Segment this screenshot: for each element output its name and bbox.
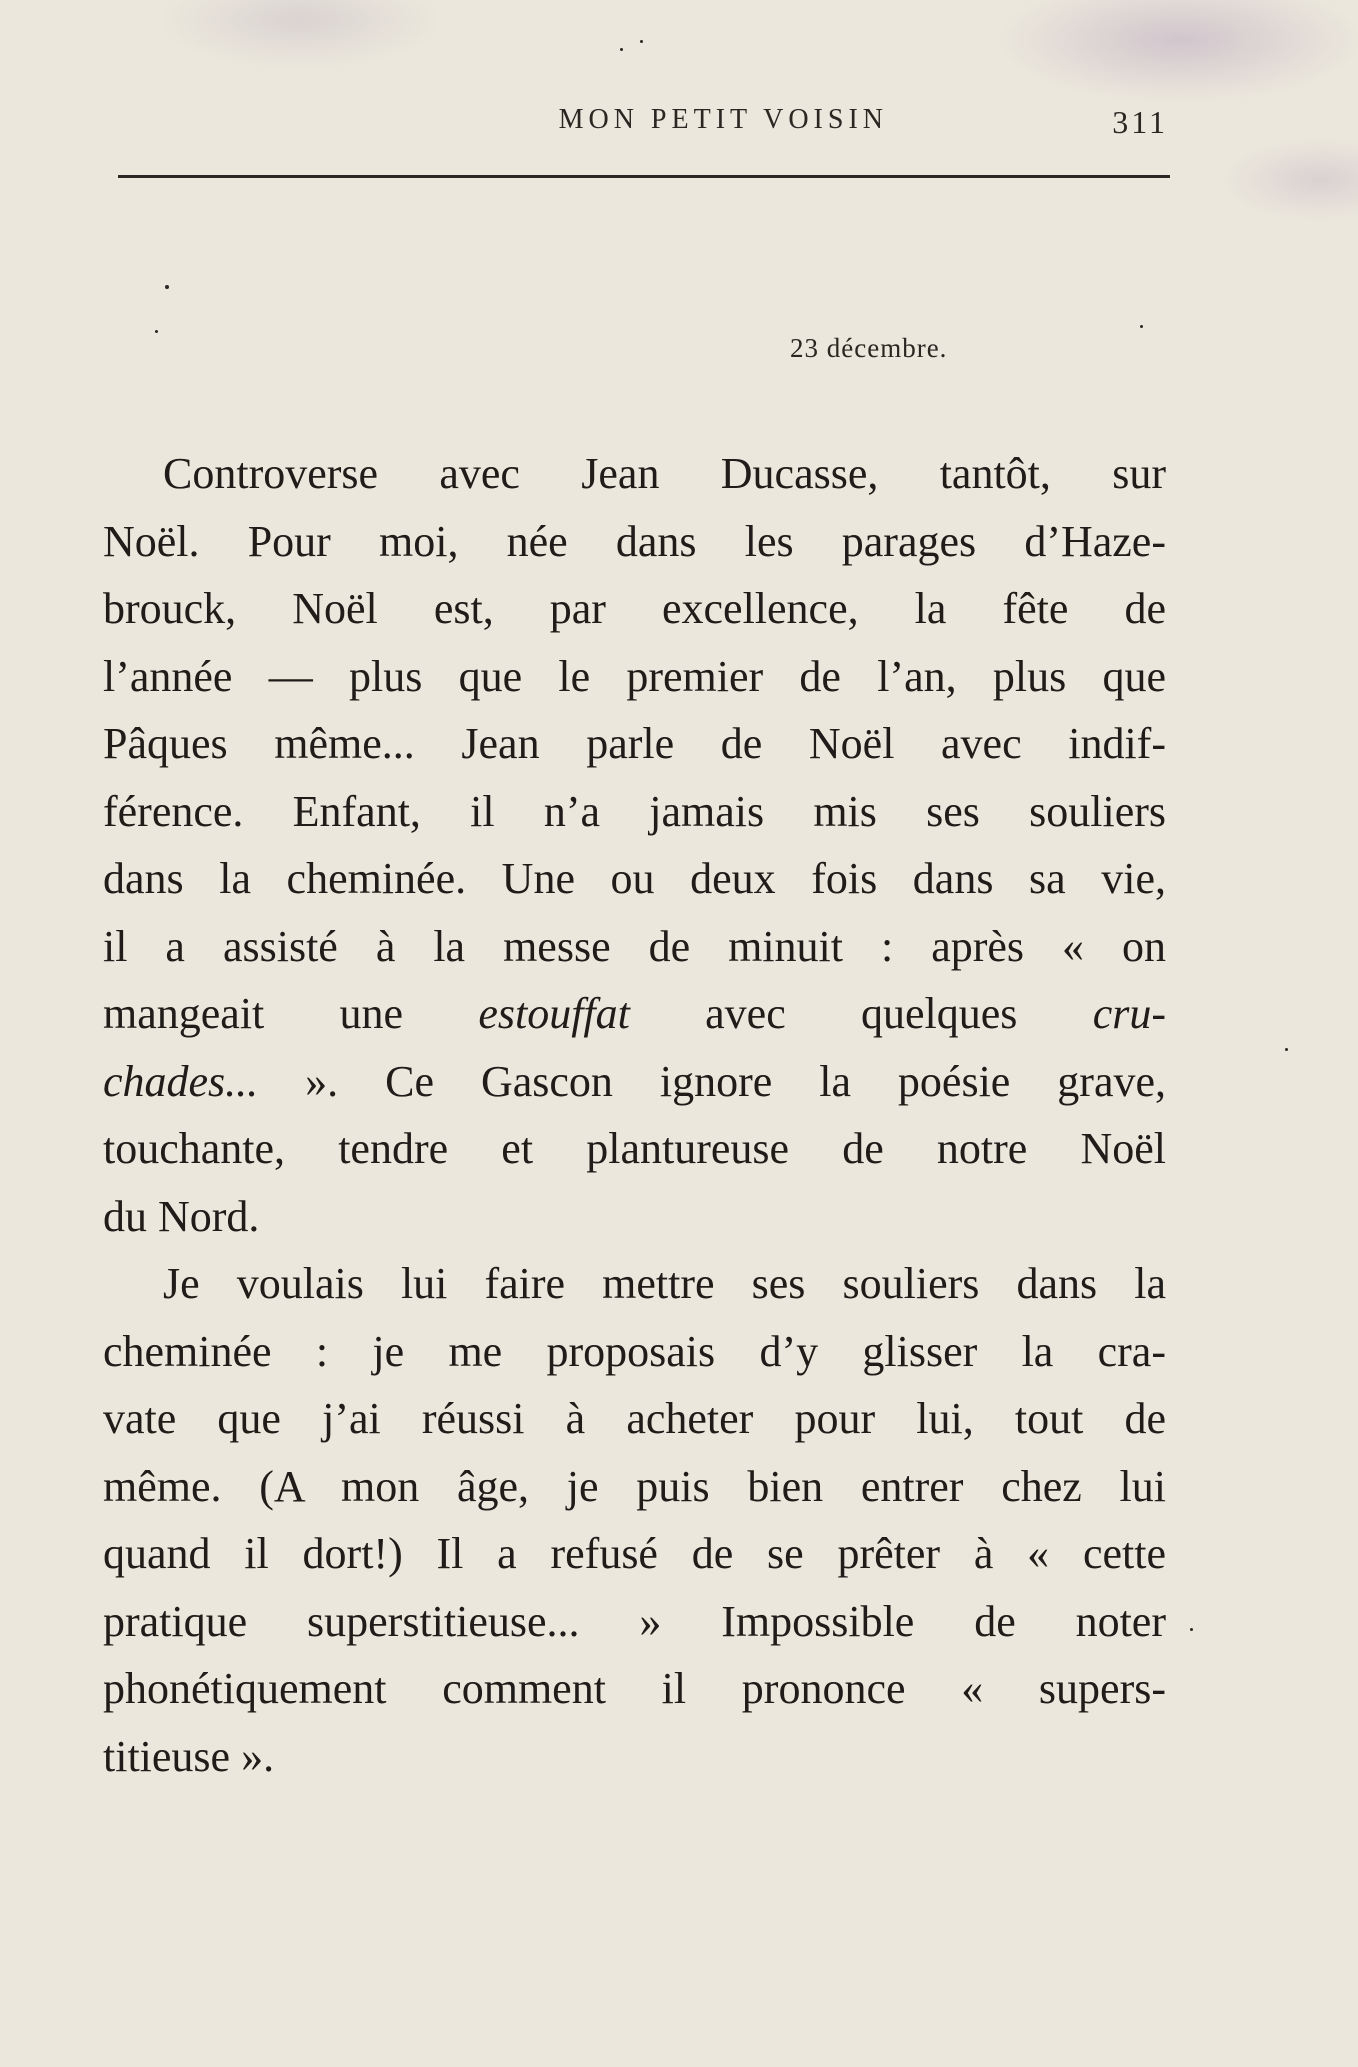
text-line: Controverse avec Jean Ducasse, tantôt, sur [163,449,1166,498]
entry-date: 23 décembre. [790,333,948,363]
text-line: dans la cheminée. Une ou deux fois dans sa vie, [103,854,1166,903]
text-line: brouck, Noël est, par excellence, la fête de [103,584,1166,633]
text-line-mixed [103,980,1166,1048]
text-line: vate que j’ai réussi à acheter pour lui, tout de [103,1394,1166,1443]
italic-word: cru- [1092,989,1166,1038]
print-speck [165,285,169,289]
text-run: ». Ce Gascon ignore la poésie grave, [305,1056,1166,1106]
text-line: phonétiquement comment il prononce « supers- [103,1664,1166,1713]
page-number: 311 [1112,104,1168,140]
text-line: il a assisté à la messe de minuit : après « on [103,921,1166,971]
text-line-mixed [103,1048,1166,1116]
text-line: l’année — plus que le premier de l’an, plus que [103,651,1166,701]
text-run: avec quelques [705,989,1018,1038]
text-line: titieuse ». [103,1731,275,1781]
text-line: du Nord. [103,1191,260,1241]
text-line: Je voulais lui faire mettre ses souliers dans la [163,1259,1166,1308]
running-head [118,104,1168,144]
paragraph-2 [103,1250,1166,1790]
header-rule [118,175,1170,178]
text-line: Noël. Pour moi, née dans les parages d’Haze- [103,516,1166,566]
italic-word: estouffat [478,989,630,1038]
text-line: cheminée : je me proposais d’y glisser la cra- [103,1326,1166,1376]
print-speck [620,48,623,51]
text-line: quand il dort!) Il a refusé de se prêter à « cette [103,1529,1166,1578]
italic-word: chades... [103,1056,259,1106]
print-speck [155,330,158,333]
text-line: férence. Enfant, il n’a jamais mis ses souliers [103,786,1166,836]
print-speck [1190,1628,1193,1631]
text-run: mangeait une [103,989,404,1038]
paragraph-1 [103,440,1166,1250]
text-line: même. (A mon âge, je puis bien entrer chez lui [103,1461,1166,1511]
running-title: MON PETIT VOISIN [558,104,888,135]
text-line: Pâques même... Jean parle de Noël avec indif- [103,719,1166,768]
print-speck [1140,325,1143,328]
print-speck [640,40,643,43]
text-line: touchante, tendre et plantureuse de notre Noël [103,1124,1166,1173]
body-text [103,440,1166,1790]
print-speck [1285,1048,1288,1051]
text-line: pratique superstitieuse... » Impossible de noter [103,1596,1166,1646]
